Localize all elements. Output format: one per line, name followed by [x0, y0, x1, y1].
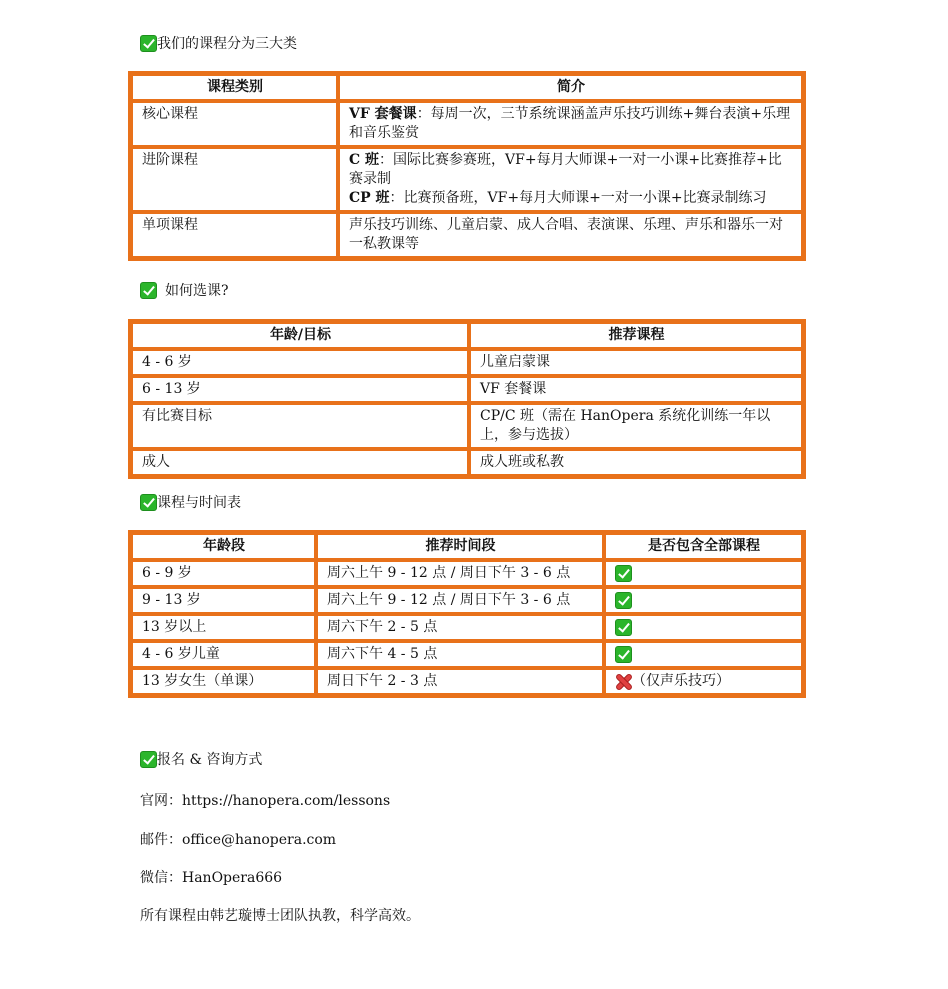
- check-icon: [140, 282, 157, 299]
- footer-note: 所有课程由韩艺璇博士团队执教，科学高效。: [140, 908, 420, 924]
- table-cell: VF 套餐课: [469, 376, 803, 403]
- table-cell: 13 岁女生（单课）: [131, 668, 316, 695]
- heading-text: 我们的课程分为三大类: [157, 36, 297, 52]
- section-heading-schedule: [140, 491, 241, 513]
- heading-text: 如何选课?: [165, 283, 229, 299]
- check-icon: [615, 619, 632, 636]
- section-heading-how-to-choose: [140, 279, 229, 301]
- table-row: [131, 147, 803, 212]
- table-cell: [338, 101, 803, 147]
- table-header-row: [131, 322, 803, 349]
- bold-label: C 班: [349, 152, 380, 168]
- table-row: [131, 614, 803, 641]
- table-header-row: [131, 533, 803, 560]
- table-cell: 儿童启蒙课: [469, 349, 803, 376]
- cell-note: （仅声乐技巧）: [632, 673, 730, 689]
- heading-text: 课程与时间表: [157, 495, 241, 511]
- table-row: [131, 560, 803, 587]
- column-header: 是否包含全部课程: [604, 533, 803, 560]
- table-cell: [604, 587, 803, 614]
- check-icon: [140, 751, 157, 768]
- table-cell: 6 - 13 岁: [131, 376, 469, 403]
- website-line[interactable]: 官网：https://hanopera.com/lessons: [140, 793, 391, 809]
- cross-icon: [615, 673, 632, 690]
- table-row: [131, 449, 803, 476]
- email-line[interactable]: 邮件：office@hanopera.com: [140, 832, 337, 848]
- table-cell: 单项课程: [131, 212, 338, 258]
- check-icon: [615, 565, 632, 582]
- table-cell: 周六下午 4 - 5 点: [316, 641, 604, 668]
- table-cell: [604, 560, 803, 587]
- table-cell: 6 - 9 岁: [131, 560, 316, 587]
- table-row: [131, 376, 803, 403]
- table-row: [131, 668, 803, 695]
- cell-text: ：每周一次，三节系统课涵盖声乐技巧训练+舞台表演+乐理和音乐鉴赏: [349, 106, 791, 141]
- check-icon: [615, 592, 632, 609]
- cell-line: [349, 189, 793, 208]
- table-cell: CP/C 班（需在 HanOpera 系统化训练一年以上，参与选拔）: [469, 403, 803, 449]
- table-cell: 周六上午 9 - 12 点 / 周日下午 3 - 6 点: [316, 560, 604, 587]
- cell-line: [349, 151, 793, 189]
- check-icon: [140, 494, 157, 511]
- table-row: [131, 212, 803, 258]
- table-cell: [604, 668, 803, 695]
- column-header: 课程类别: [131, 74, 338, 101]
- schedule-table: [128, 530, 806, 698]
- table-row: [131, 403, 803, 449]
- wechat-line: 微信：HanOpera666: [140, 870, 283, 886]
- table-row: [131, 101, 803, 147]
- table-cell: [604, 614, 803, 641]
- table-header-row: [131, 74, 803, 101]
- check-icon: [140, 35, 157, 52]
- table-cell: 进阶课程: [131, 147, 338, 212]
- table-cell: 周日下午 2 - 3 点: [316, 668, 604, 695]
- bold-label: CP 班: [349, 190, 390, 206]
- table-cell: 声乐技巧训练、儿童启蒙、成人合唱、表演课、乐理、声乐和器乐一对一私教课等: [338, 212, 803, 258]
- course-categories-table: [128, 71, 806, 261]
- table-cell: [338, 147, 803, 212]
- table-row: [131, 587, 803, 614]
- table-cell: 9 - 13 岁: [131, 587, 316, 614]
- table-cell: [604, 641, 803, 668]
- check-icon: [615, 646, 632, 663]
- section-heading-contact: [140, 748, 262, 770]
- bold-label: VF 套餐课: [349, 106, 417, 122]
- course-selection-table: [128, 319, 806, 479]
- column-header: 年龄段: [131, 533, 316, 560]
- column-header: 推荐时间段: [316, 533, 604, 560]
- table-cell: 4 - 6 岁儿童: [131, 641, 316, 668]
- table-row: [131, 641, 803, 668]
- cell-text: ：比赛预备班，VF+每月大师课+一对一小课+比赛录制练习: [389, 190, 767, 206]
- table-row: [131, 349, 803, 376]
- table-cell: 4 - 6 岁: [131, 349, 469, 376]
- table-cell: 成人班或私教: [469, 449, 803, 476]
- table-cell: 13 岁以上: [131, 614, 316, 641]
- table-cell: 成人: [131, 449, 469, 476]
- table-cell: 周六下午 2 - 5 点: [316, 614, 604, 641]
- cell-text: ：国际比赛参赛班，VF+每月大师课+一对一小课+比赛推荐+比赛录制: [349, 152, 782, 187]
- column-header: 简介: [338, 74, 803, 101]
- table-cell: 周六上午 9 - 12 点 / 周日下午 3 - 6 点: [316, 587, 604, 614]
- section-heading-categories: [140, 32, 297, 54]
- column-header: 年龄/目标: [131, 322, 469, 349]
- column-header: 推荐课程: [469, 322, 803, 349]
- table-cell: 有比赛目标: [131, 403, 469, 449]
- heading-text: 报名 & 咨询方式: [157, 752, 263, 768]
- table-cell: 核心课程: [131, 101, 338, 147]
